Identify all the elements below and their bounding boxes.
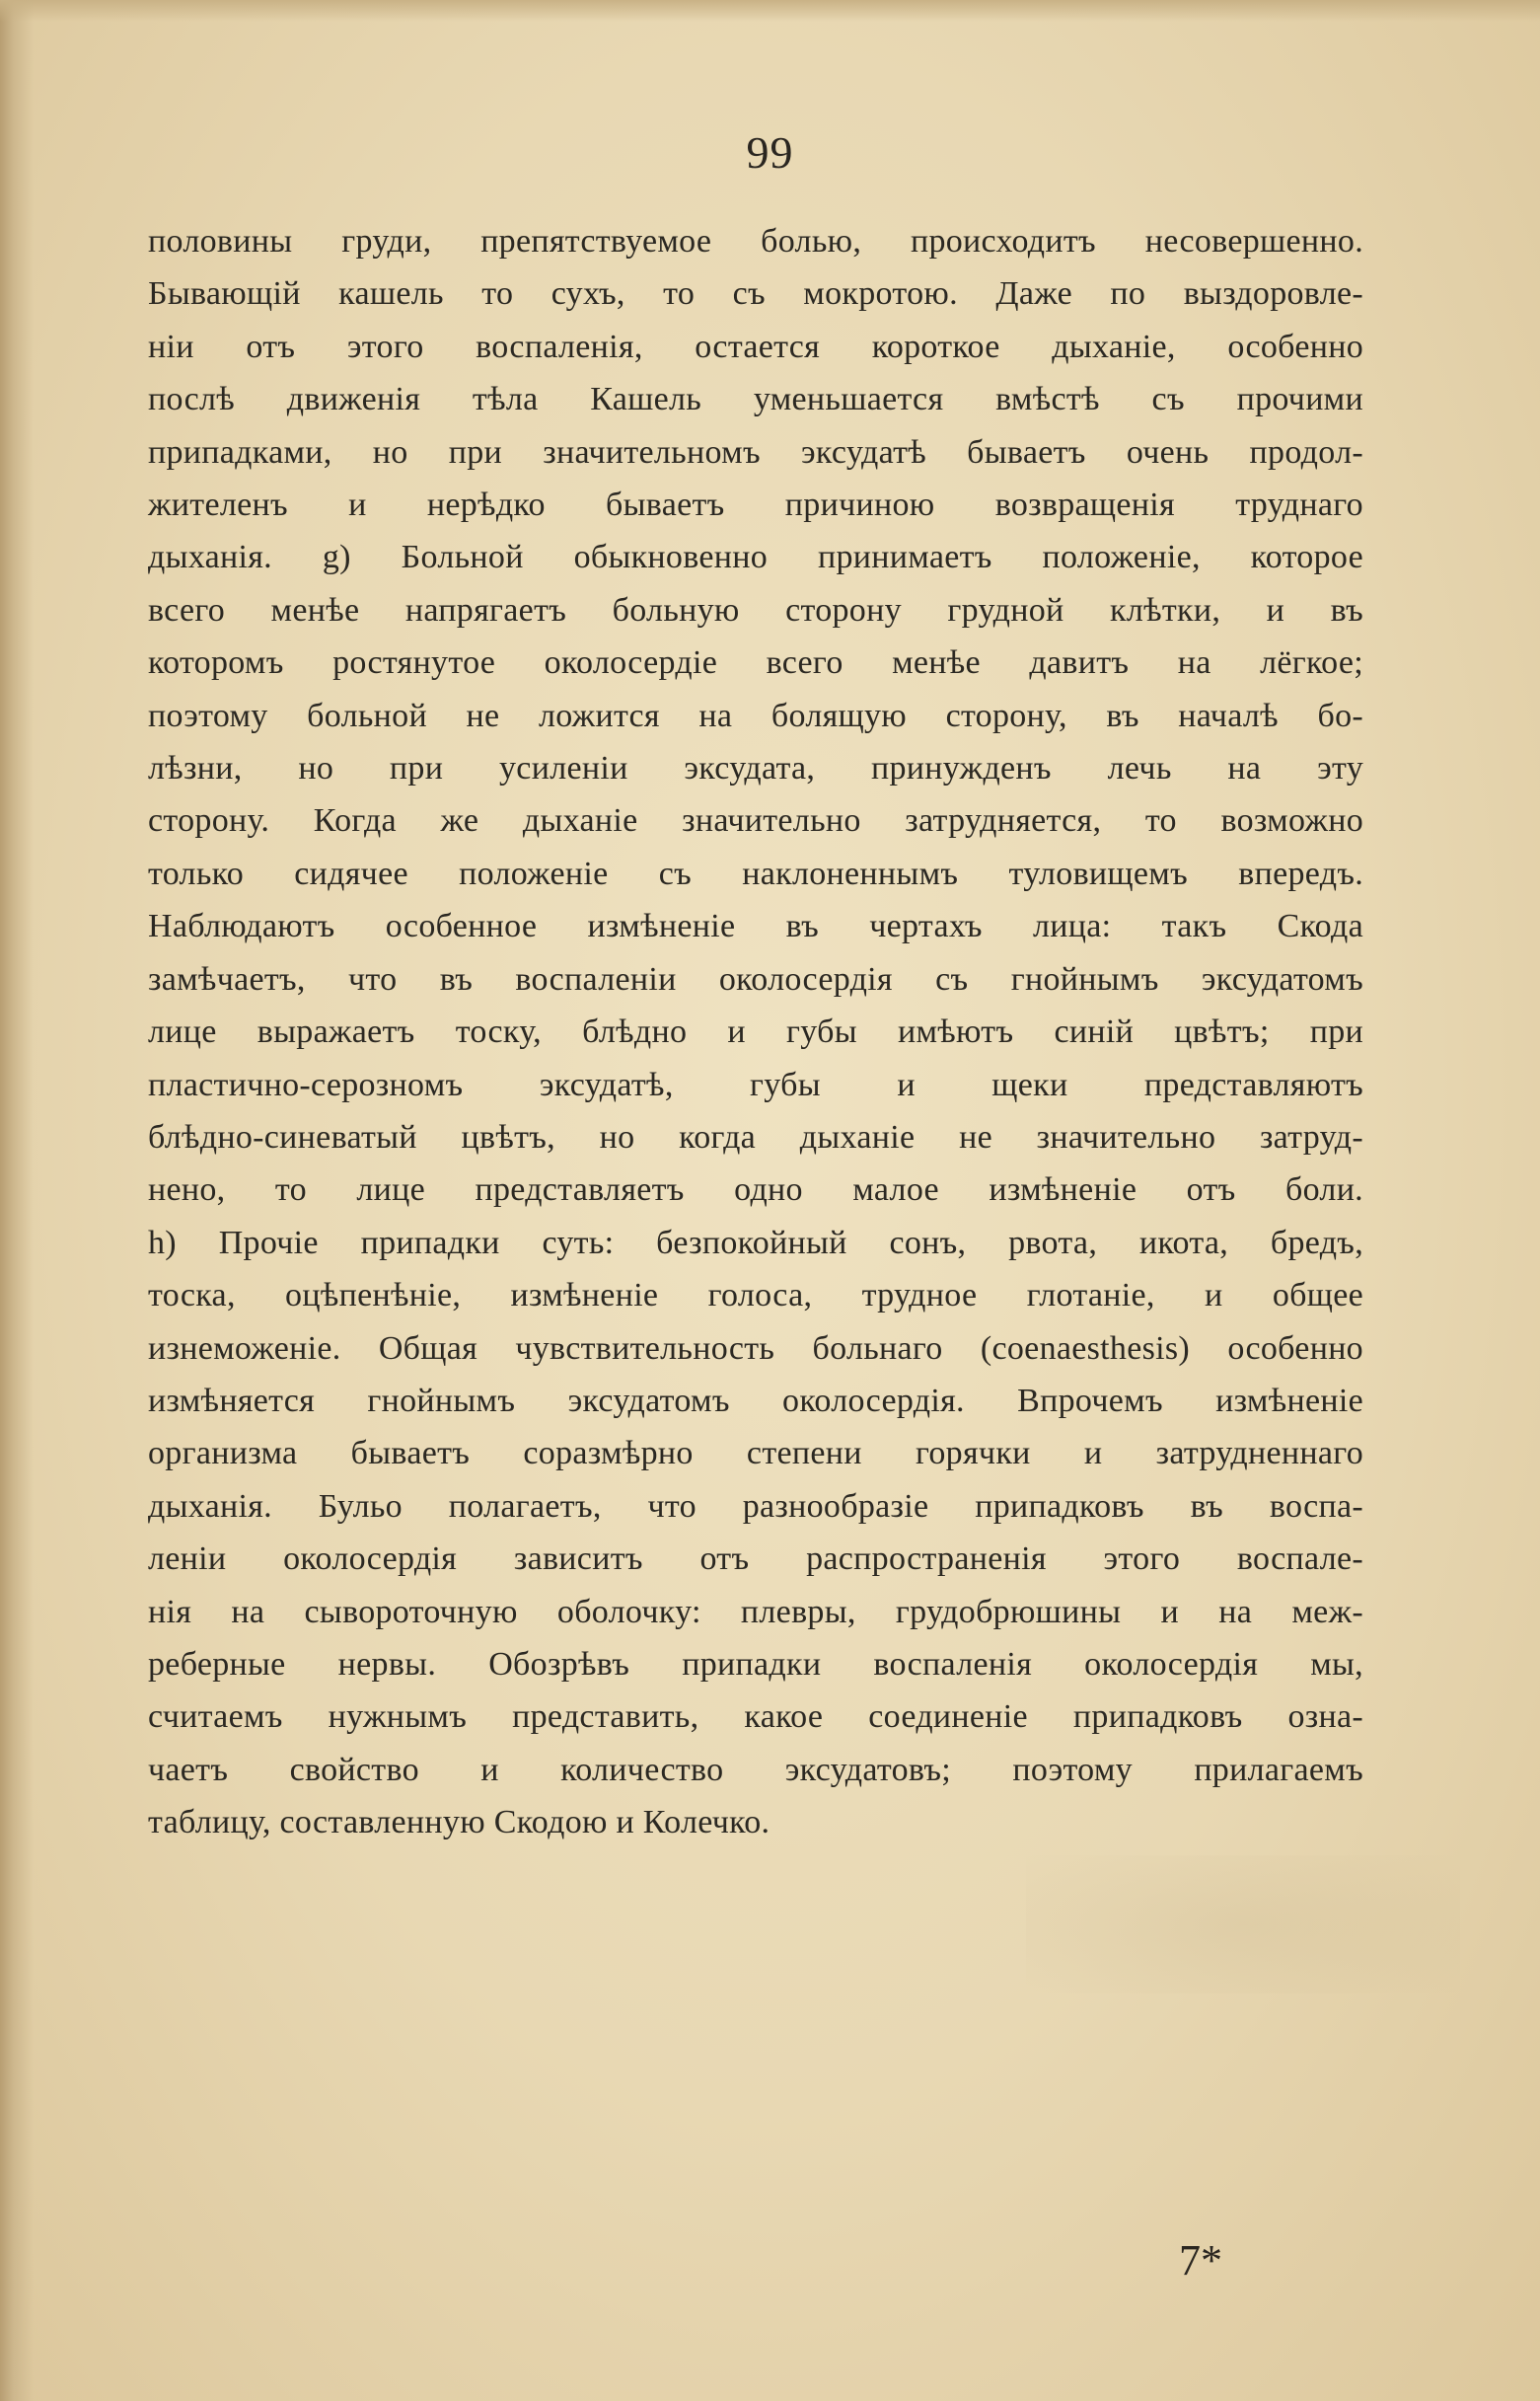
text-line: организма бываетъ соразмѣрно степени горячки и затрудненнаго (148, 1435, 1363, 1472)
text-line: блѣдно-синеватый цвѣтъ, но когда дыханіе не значительно затруд- (148, 1118, 1363, 1156)
text-line: считаемъ нужнымъ представить, какое соединеніе припадковъ озна- (148, 1698, 1363, 1736)
text-line: жителенъ и нерѣдко бываетъ причиною возвращенія труднаго (148, 487, 1363, 524)
text-line: дыханія. g) Больной обыкновенно принимаетъ положеніе, которое (148, 539, 1363, 576)
body-text (148, 215, 1363, 1849)
page-binding-shadow (0, 0, 34, 2401)
text-line: половины груди, препятствуемое болью, происходитъ несовершенно. (148, 223, 1363, 260)
text-line: таблицу, составленную Скодою и Колечко. (148, 1804, 770, 1841)
text-line: дыханія. Бульо полагаетъ, что разнообразіе припадковъ въ воспа- (148, 1487, 1363, 1525)
text-line: леніи околосердія зависитъ отъ распространенія этого воспале- (148, 1540, 1363, 1578)
text-line: лице выражаетъ тоску, блѣдно и губы имѣютъ синій цвѣтъ; при (148, 1013, 1363, 1051)
text-line: h) Прочіе припадки суть: безпокойный сонъ, рвота, икота, бредъ, (148, 1224, 1363, 1261)
text-line: поэтому больной не ложится на болящую сторону, въ началѣ бо- (148, 697, 1363, 734)
text-line: нено, то лице представляетъ одно малое измѣненіе отъ боли. (148, 1171, 1363, 1209)
text-line: чаетъ свойство и количество эксудатовъ; поэтому прилагаемъ (148, 1751, 1363, 1788)
text-line: реберные нервы. Обозрѣвъ припадки воспаленія околосердія мы, (148, 1645, 1363, 1683)
text-line: замѣчаетъ, что въ воспаленіи околосердія съ гнойнымъ эксудатомъ (148, 960, 1363, 998)
text-line: нія на сывороточную оболочку: плевры, грудобрюшины и на меж- (148, 1593, 1363, 1630)
text-line: Наблюдаютъ особенное измѣненіе въ чертахъ лица: такъ Скода (148, 908, 1363, 945)
text-line: всего менѣе напрягаетъ больную сторону грудной клѣтки, и въ (148, 591, 1363, 629)
page-number: 99 (746, 127, 794, 178)
text-line: которомъ ростянутое околосердіе всего менѣе давитъ на лёгкое; (148, 644, 1363, 682)
text-line: припадками, но при значительномъ эксудатѣ бываетъ очень продол- (148, 433, 1363, 471)
text-line: измѣняется гнойнымъ эксудатомъ околосердія. Впрочемъ измѣненіе (148, 1382, 1363, 1419)
text-line: сторону. Когда же дыханіе значительно затрудняется, то возможно (148, 802, 1363, 840)
paper-stain (1026, 1855, 1460, 1993)
text-line: лѣзни, но при усиленіи эксудата, принужденъ лечь на эту (148, 750, 1363, 788)
page-top-shadow (0, 0, 1540, 22)
text-line: только сидячее положеніе съ наклоненнымъ туловищемъ впередъ. (148, 855, 1363, 892)
text-line: послѣ движенія тѣла Кашель уменьшается вмѣстѣ съ прочими (148, 381, 1363, 418)
text-line: Бывающій кашель то сухъ, то съ мокротою. Даже по выздоровле- (148, 275, 1363, 313)
text-line: изнеможеніе. Общая чувствительность больнаго (coenaesthesis) особенно (148, 1329, 1363, 1367)
signature-mark: 7* (1179, 2236, 1222, 2285)
text-line: тоска, оцѣпенѣніе, измѣненіе голоса, трудное глотаніе, и общее (148, 1277, 1363, 1314)
text-line: пластично-серозномъ эксудатѣ, губы и щеки представляютъ (148, 1066, 1363, 1103)
text-line: ніи отъ этого воспаленія, остается короткое дыханіе, особенно (148, 328, 1363, 365)
